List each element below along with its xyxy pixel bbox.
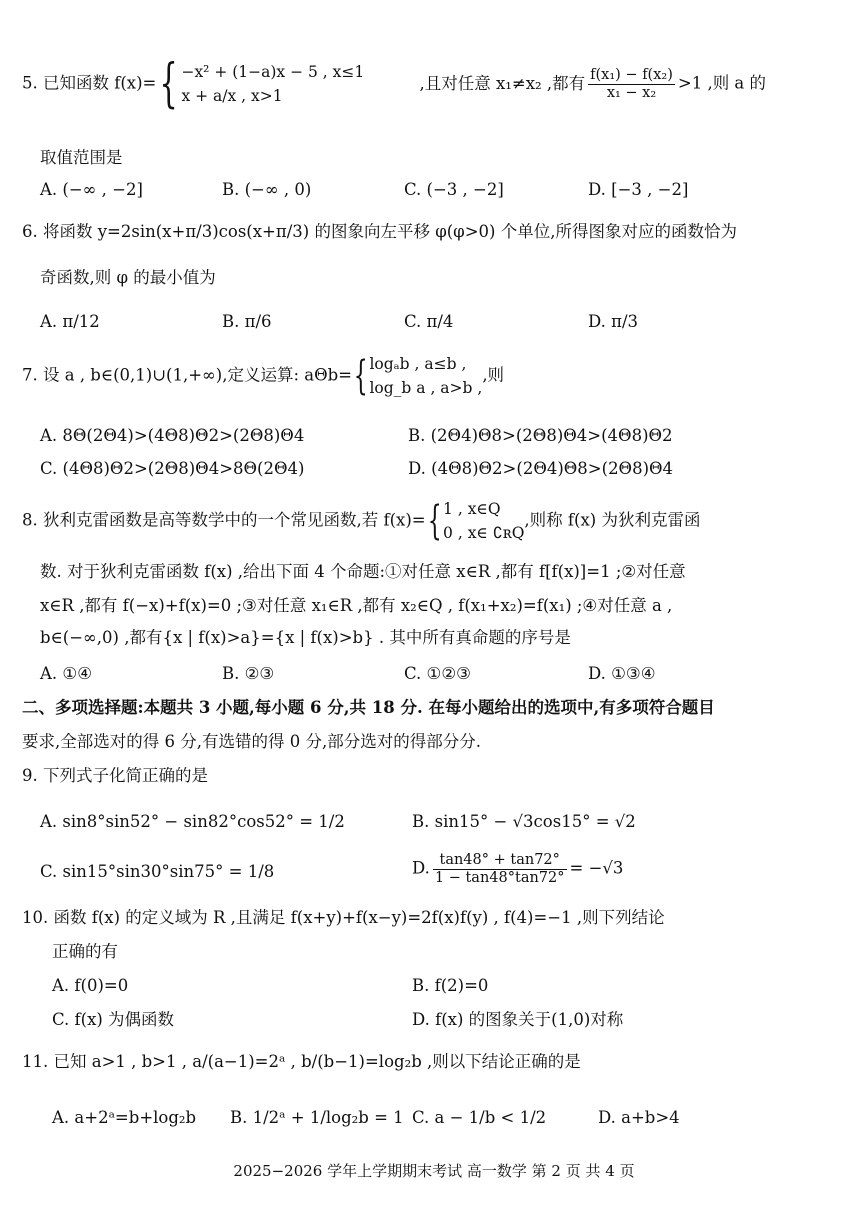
q7-prefix: 7. 设 a , b∈(0,1)∪(1,+∞),定义运算: aΘb= xyxy=(22,365,353,385)
q7-case1: logₐb , a≤b , xyxy=(369,355,467,373)
q5-option-c: C. (−3 , −2] xyxy=(404,180,504,199)
page-footer: 2025−2026 学年上学期期末考试 高一数学 第 2 页 共 4 页 xyxy=(233,1162,635,1180)
q9-option-b: B. sin15° − √3cos15° = √2 xyxy=(412,812,636,831)
q7-option-b: B. (2Θ4)Θ8>(2Θ8)Θ4>(4Θ8)Θ2 xyxy=(408,426,673,445)
q9-option-a: A. sin8°sin52° − sin82°cos52° = 1/2 xyxy=(40,812,345,831)
q5-frac-den: x₁ − x₂ xyxy=(606,84,657,101)
q11-option-a: A. a+2ᵃ=b+log₂b xyxy=(52,1108,197,1127)
q9-stem: 9. 下列式子化简正确的是 xyxy=(22,766,208,785)
q7-stem xyxy=(22,352,504,400)
q5-cases xyxy=(181,60,364,108)
q10-option-d: D. f(x) 的图象关于(1,0)对称 xyxy=(412,1010,624,1029)
q9-option-d-den: 1 − tan48°tan72° xyxy=(434,869,565,886)
q8-line2: 数. 对于狄利克雷函数 f(x) ,给出下面 4 个命题:①对任意 x∈R ,都有 f[f(x)]=1 ;②对任意 xyxy=(40,562,686,581)
q8-stem xyxy=(22,497,700,545)
q5-stem xyxy=(22,54,767,114)
q5-option-a: A. (−∞ , −2] xyxy=(40,180,143,199)
q8-option-c: C. ①②③ xyxy=(404,664,471,683)
q8-suffix: ,则称 f(x) 为狄利克雷函 xyxy=(524,510,701,530)
q5-frac-num: f(x₁) − f(x₂) xyxy=(590,66,673,83)
q8-cases xyxy=(443,497,524,545)
q9-option-d-fraction xyxy=(433,852,567,886)
q9-option-c: C. sin15°sin30°sin75° = 1/8 xyxy=(40,862,275,881)
q7-suffix: ,则 xyxy=(482,365,505,385)
q6-option-d: D. π/3 xyxy=(588,312,639,331)
q9-option-d xyxy=(412,852,623,886)
q8-line4: b∈(−∞,0) ,都有{x | f(x)>a}={x | f(x)>b} . 其中所有真命题的序号是 xyxy=(40,628,571,647)
q5-suffix: >1 ,则 a 的 xyxy=(677,73,767,93)
q5-prefix: 5. 已知函数 f(x)= xyxy=(22,73,157,93)
q5-brace: { xyxy=(159,54,179,114)
q7-option-c: C. (4Θ8)Θ2>(2Θ8)Θ4>8Θ(2Θ4) xyxy=(40,459,305,478)
q7-brace: { xyxy=(353,353,368,400)
q5-case1: −x² + (1−a)x − 5 , x≤1 xyxy=(181,62,365,81)
q9-option-d-result: = −√3 xyxy=(569,858,624,878)
q6-line2: 奇函数,则 φ 的最小值为 xyxy=(40,268,216,287)
q8-line3: x∈R ,都有 f(−x)+f(x)=0 ;③对任意 x₁∈R ,都有 x₂∈Q , f(x₁+x₂)=f(x₁) ;④对任意 a , xyxy=(40,596,673,615)
q11-stem: 11. 已知 a>1 , b>1 , a/(a−1)=2ᵃ , b/(b−1)=log₂b ,则以下结论正确的是 xyxy=(22,1052,581,1071)
q7-cases xyxy=(369,352,482,400)
q7-option-d: D. (4Θ8)Θ2>(2Θ4)Θ8>(2Θ8)Θ4 xyxy=(408,459,674,478)
q8-option-b: B. ②③ xyxy=(222,664,275,683)
q8-brace: { xyxy=(427,498,442,545)
q10-line2: 正确的有 xyxy=(52,942,118,961)
q6-option-a: A. π/12 xyxy=(40,312,100,331)
q7-option-a: A. 8Θ(2Θ4)>(4Θ8)Θ2>(2Θ8)Θ4 xyxy=(40,426,305,445)
q8-case1: 1 , x∈Q xyxy=(443,500,501,518)
q11-option-d: D. a+b>4 xyxy=(598,1108,680,1127)
q5-case2: x + a/x , x>1 xyxy=(181,87,283,105)
q6-line1: 6. 将函数 y=2sin(x+π/3)cos(x+π/3) 的图象向左平移 φ(φ>0) 个单位,所得图象对应的函数恰为 xyxy=(22,222,737,241)
q6-option-b: B. π/6 xyxy=(222,312,272,331)
q11-option-c: C. a − 1/b < 1/2 xyxy=(412,1108,547,1127)
q5-line2: 取值范围是 xyxy=(40,148,123,167)
section2-heading: 二、多项选择题:本题共 3 小题,每小题 6 分,共 18 分. 在每小题给出的选项中,有多项符合题目 xyxy=(22,698,715,717)
q9-option-d-num: tan48° + tan72° xyxy=(433,852,567,870)
q11-option-b: B. 1/2ᵃ + 1/log₂b = 1 xyxy=(230,1108,404,1127)
q8-case2: 0 , x∈ ∁ʀQ xyxy=(443,524,525,543)
q10-line1: 10. 函数 f(x) 的定义域为 R ,且满足 f(x+y)+f(x−y)=2f(x)f(y) , f(4)=−1 ,则下列结论 xyxy=(22,908,665,927)
q10-option-c: C. f(x) 为偶函数 xyxy=(52,1010,175,1029)
q7-case2: log_b a , a>b , xyxy=(369,379,483,398)
q9-option-d-label: D. xyxy=(412,858,430,878)
q5-option-d: D. [−3 , −2] xyxy=(588,180,689,199)
section2-instructions: 要求,全部选对的得 6 分,有选错的得 0 分,部分选对的得部分分. xyxy=(22,732,481,751)
q8-option-d: D. ①③④ xyxy=(588,664,656,683)
q5-fraction xyxy=(588,67,675,101)
q6-option-c: C. π/4 xyxy=(404,312,454,331)
q5-option-b: B. (−∞ , 0) xyxy=(222,180,312,199)
q10-option-a: A. f(0)=0 xyxy=(52,976,129,995)
q5-mid: ,且对任意 x₁≠x₂ ,都有 xyxy=(419,73,586,93)
q8-prefix: 8. 狄利克雷函数是高等数学中的一个常见函数,若 f(x)= xyxy=(22,510,426,530)
q10-option-b: B. f(2)=0 xyxy=(412,976,489,995)
q8-option-a: A. ①④ xyxy=(40,664,92,683)
